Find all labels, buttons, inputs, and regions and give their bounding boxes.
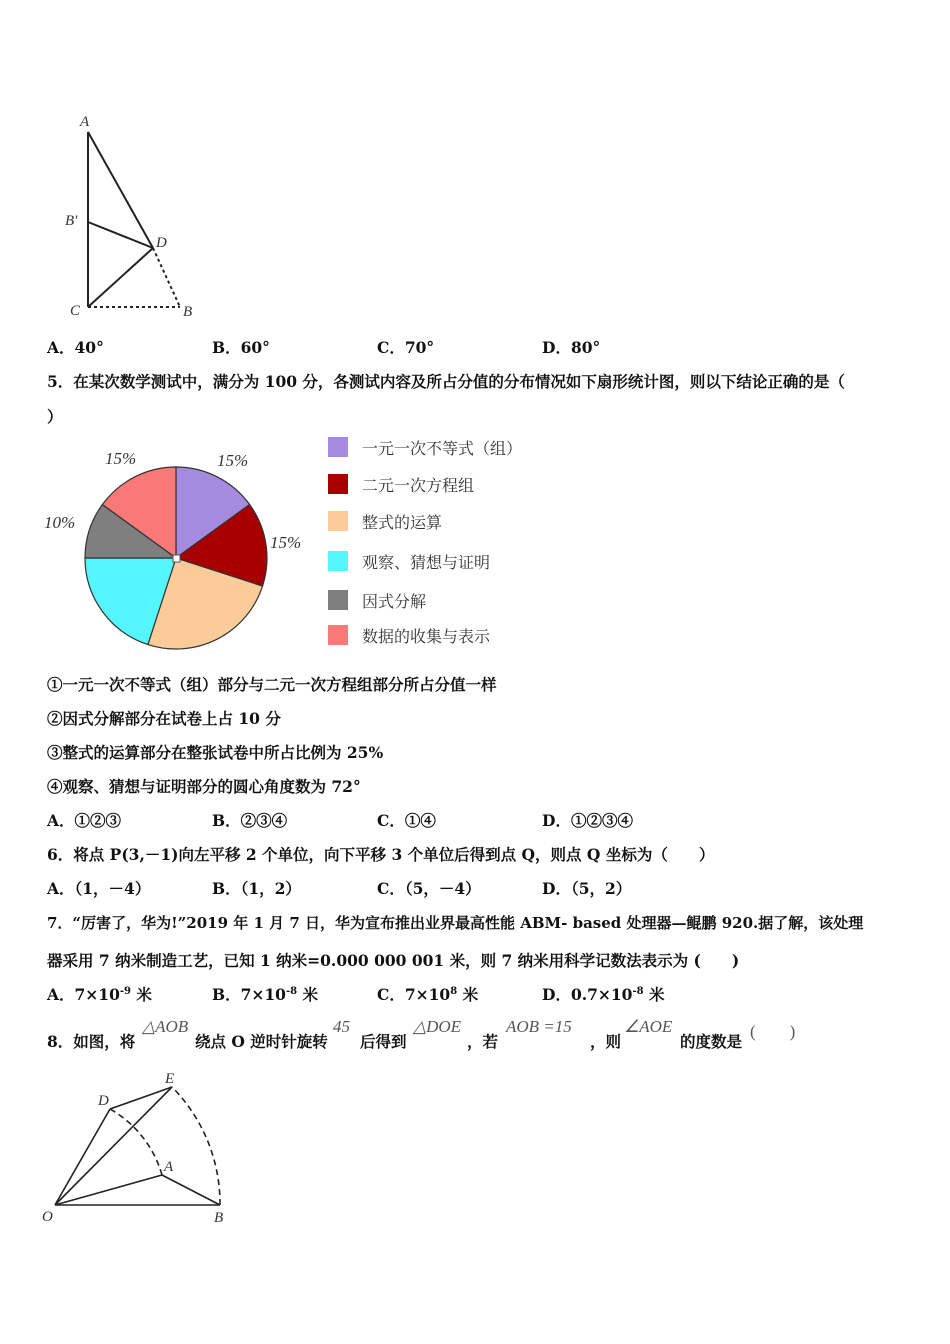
label-D: D	[156, 235, 167, 251]
q6-option-d[interactable]: D．（5，2）	[542, 879, 632, 898]
q7-stem-line2: 器采用 7 纳米制造工艺，已知 1 纳米=0.000 000 001 米，则 7 纳米用科学记数法表示为 ( )	[47, 951, 740, 970]
q5-statement-4: ④观察、猜想与证明部分的圆心角度数为 72°	[47, 777, 361, 796]
q7-stem-line1: 7．“厉害了，华为!”2019 年 1 月 7 日，华为宣布推出业界最高性能 ABM- based 处理器—鲲鹏 920.据了解，该处理	[47, 914, 864, 932]
q7-option-d-exp: -8	[632, 985, 644, 997]
legend-label: 数据的收集与表示	[362, 626, 491, 646]
q8-math-angle-45: 45	[333, 1017, 350, 1036]
q7-option-d-base: D．0.7×10	[542, 985, 633, 1004]
legend-label: 二元一次方程组	[362, 475, 475, 495]
q7-unit: 米	[462, 985, 479, 1004]
q7-option-c-exp: 8	[450, 985, 458, 997]
q5-statement-2: ②因式分解部分在试卷上占 10 分	[47, 709, 281, 728]
q8-text: 后得到	[360, 1032, 407, 1051]
legend-item-proof	[328, 550, 490, 572]
q4-option-c[interactable]: C．70°	[377, 338, 435, 357]
q8-stem	[47, 1030, 135, 1052]
q7-unit: 米	[136, 985, 152, 1004]
q8-text: ，则	[590, 1032, 622, 1051]
legend-label: 一元一次不等式（组）	[362, 438, 523, 458]
q6-stem: 6．将点 P(3,－1)向左平移 2 个单位，向下平移 3 个单位后得到点 Q，则点 Q 坐标为（ ）	[47, 845, 715, 864]
legend-swatch	[328, 625, 348, 645]
segment-DE	[110, 1087, 172, 1109]
legend-swatch	[328, 551, 348, 571]
q6-option-b[interactable]: B．（1，2）	[212, 879, 301, 898]
q8-text: 8．如图，将	[47, 1032, 136, 1051]
pie-chart	[40, 440, 320, 660]
center-marker	[173, 555, 180, 562]
label-B: B	[214, 1210, 224, 1226]
q8-text: ，若	[467, 1032, 499, 1051]
q5-stem-line1: 5．在某次数学测试中，满分为 100 分，各测试内容及所占分值的分布情况如下扇形统计图，则以下结论正确的是（	[47, 372, 845, 391]
label-A: A	[80, 114, 90, 130]
q4-figure	[60, 110, 210, 330]
q7-option-c-base: C．7×10	[377, 985, 451, 1004]
label-B: B	[183, 304, 193, 320]
q7-option-c[interactable]	[377, 983, 478, 1005]
q8-math-triangle-doe: △DOE	[413, 1017, 462, 1036]
legend-item-factoring	[328, 589, 426, 611]
q8-text: 的度数是	[680, 1032, 743, 1051]
q6-option-a[interactable]: A．（1，－4）	[47, 879, 151, 898]
legend-label: 观察、猜想与证明	[362, 552, 491, 572]
label-C: C	[70, 303, 81, 319]
legend-item-data	[328, 624, 490, 646]
label-B-prime: B'	[65, 213, 78, 229]
q5-statement-3: ③整式的运算部分在整张试卷中所占比例为 25%	[47, 743, 384, 762]
q5-option-d[interactable]: D．①②③④	[542, 811, 633, 830]
q4-option-b[interactable]: B．60°	[212, 338, 270, 357]
q5-option-b[interactable]: B．②③④	[212, 811, 288, 830]
legend-label: 因式分解	[362, 591, 427, 611]
q8-text: 绕点 O 逆时针旋转	[195, 1032, 328, 1051]
q6-option-c[interactable]: C．（5，－4）	[377, 879, 481, 898]
legend-item-inequality	[328, 436, 522, 458]
q7-option-b-base: B．7×10	[212, 985, 286, 1004]
q7-option-b[interactable]	[212, 983, 318, 1005]
q5-stem-line2: ）	[47, 407, 63, 426]
pct-label-inequality: 15%	[217, 451, 249, 470]
arc-B-to-E	[172, 1087, 220, 1205]
legend-swatch	[328, 590, 348, 610]
legend-label: 整式的运算	[362, 512, 443, 532]
pct-label-data: 15%	[105, 449, 137, 468]
segment-AB	[162, 1175, 220, 1205]
q5-option-c[interactable]: C．①④	[377, 811, 436, 830]
q5-statement-1: ①一元一次不等式（组）部分与二元一次方程组部分所占分值一样	[47, 675, 497, 694]
label-E: E	[165, 1071, 175, 1087]
q7-option-a-exp: -9	[119, 985, 131, 997]
label-A: A	[164, 1159, 174, 1175]
label-D: D	[98, 1093, 109, 1109]
segment-AD	[88, 132, 153, 248]
q8-answer-paren: ( )	[750, 1022, 796, 1041]
segment-B'D	[88, 222, 153, 248]
label-O: O	[42, 1209, 53, 1225]
q7-option-d[interactable]	[542, 983, 665, 1005]
segment-OA	[55, 1175, 162, 1205]
q7-unit: 米	[302, 985, 318, 1004]
legend-swatch	[328, 474, 348, 494]
segment-DB-dotted	[153, 248, 180, 307]
q8-math-triangle-aob: △AOB	[142, 1017, 189, 1036]
legend-swatch	[328, 437, 348, 457]
q7-option-b-exp: -8	[285, 985, 298, 997]
segment-OE	[55, 1087, 172, 1205]
q7-option-a[interactable]	[47, 983, 152, 1005]
q8-math-angle-aob: AOB =15	[506, 1017, 572, 1036]
q7-unit: 米	[648, 985, 665, 1004]
legend-swatch	[328, 511, 348, 531]
q4-option-a[interactable]: A．40°	[47, 338, 104, 357]
pct-label-factoring: 10%	[44, 513, 76, 532]
q8-figure	[40, 1065, 240, 1230]
legend-item-polynomial	[328, 510, 442, 532]
q5-option-a[interactable]: A．①②③	[47, 811, 122, 830]
segment-CD	[88, 248, 153, 307]
q7-option-a-base: A．7×10	[47, 985, 120, 1004]
q4-option-d[interactable]: D．80°	[542, 338, 601, 357]
legend-item-equations	[328, 473, 474, 495]
q8-math-angle-aoe: ∠AOE	[624, 1017, 673, 1036]
pct-label-equations: 15%	[270, 533, 302, 552]
